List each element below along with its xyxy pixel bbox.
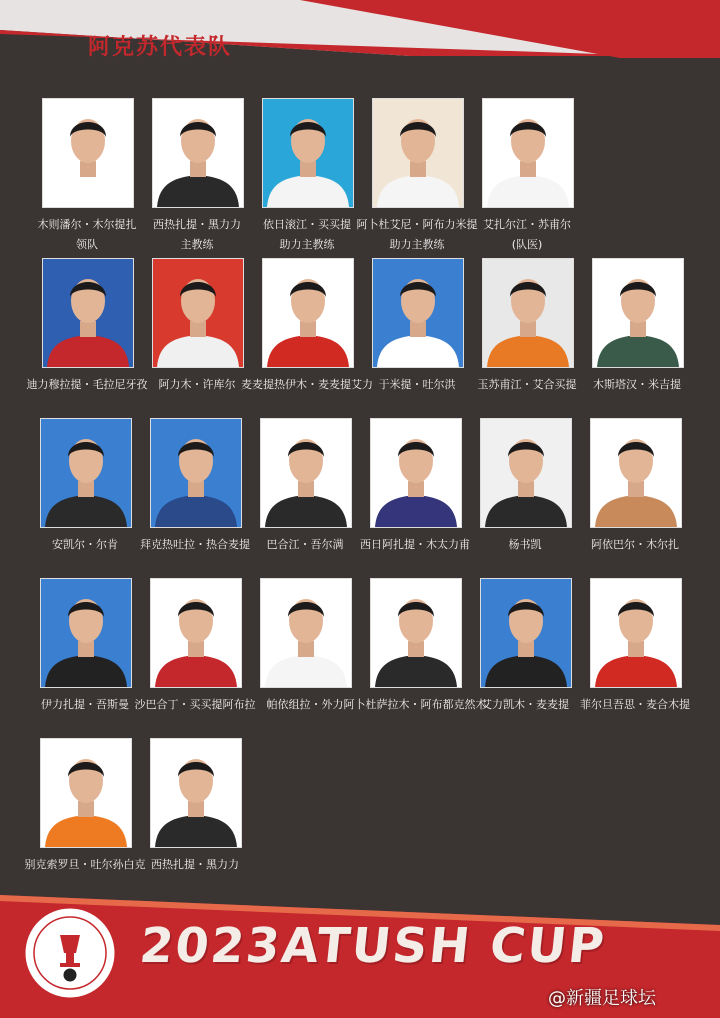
- portrait-icon: [371, 579, 461, 687]
- member-photo: [480, 418, 572, 528]
- portrait-icon: [151, 419, 241, 527]
- member-photo: [590, 418, 682, 528]
- member-name: 巴合江・吾尔满: [266, 538, 344, 551]
- portrait-icon: [261, 579, 351, 687]
- portrait-icon: [43, 259, 133, 367]
- member-name: 帕依组拉・外力: [266, 698, 344, 711]
- member-photo: [150, 738, 242, 848]
- member-photo: [370, 418, 462, 528]
- member-photo: [40, 738, 132, 848]
- portrait-icon: [153, 259, 243, 367]
- portrait-icon: [591, 579, 681, 687]
- member-name: 阿力木・许库尔: [158, 378, 236, 391]
- member-photo: [40, 578, 132, 688]
- member-role: (队医): [511, 238, 543, 251]
- member-role: 主教练: [180, 238, 214, 251]
- member-photo: [42, 258, 134, 368]
- member-photo: [152, 98, 244, 208]
- cup-title: 2023ATUSH CUP: [137, 918, 609, 974]
- member-name: 艾扎尔江・苏甫尔: [483, 218, 571, 231]
- member-photo: [372, 98, 464, 208]
- member-name: 迪力穆拉提・毛拉尼牙孜: [26, 378, 148, 391]
- member-name: 阿依巴尔・木尔扎: [591, 538, 679, 551]
- member-photo: [150, 418, 242, 528]
- member-photo: [480, 578, 572, 688]
- member-photo: [152, 258, 244, 368]
- member-name: 西热扎提・黑力力: [151, 858, 239, 871]
- member-name: 拜克热吐拉・热合麦提: [140, 538, 250, 551]
- portrait-icon: [483, 99, 573, 207]
- portrait-icon: [481, 419, 571, 527]
- member-name: 西日阿扎提・木太力甫: [360, 538, 470, 551]
- member-role: 领队: [76, 238, 98, 251]
- member-photo: [592, 258, 684, 368]
- member-role: 助力主教练: [389, 238, 445, 251]
- member-photo: [590, 578, 682, 688]
- portrait-icon: [483, 259, 573, 367]
- portrait-icon: [373, 99, 463, 207]
- portrait-icon: [151, 739, 241, 847]
- portrait-icon: [41, 579, 131, 687]
- portrait-icon: [591, 419, 681, 527]
- member-photo: [372, 258, 464, 368]
- member-role: 助力主教练: [279, 238, 335, 251]
- member-photo: [40, 418, 132, 528]
- member-name: 别克索罗旦・吐尔孙白克: [24, 858, 146, 871]
- portrait-icon: [373, 259, 463, 367]
- member-name: 依日滚江・买买提: [263, 218, 351, 231]
- portrait-icon: [263, 259, 353, 367]
- member-name: 西热扎提・黑力力: [153, 218, 241, 231]
- watermark: @新疆足球坛: [548, 988, 656, 1009]
- member-photo: [262, 98, 354, 208]
- member-name: 菲尔旦吾思・麦合木提: [580, 698, 690, 711]
- member-photo: [150, 578, 242, 688]
- member-photo: [370, 578, 462, 688]
- member-name: 沙巴合丁・买买提阿布拉: [134, 698, 256, 711]
- team-title: 阿克苏代表队: [88, 35, 233, 60]
- member-photo: [260, 578, 352, 688]
- member-name: 安凯尔・尔肯: [52, 538, 118, 551]
- portrait-icon: [151, 579, 241, 687]
- portrait-icon: [43, 99, 133, 207]
- member-photo: [42, 98, 134, 208]
- member-name: 阿卜杜萨拉木・阿布都克然木: [343, 698, 487, 711]
- cup-logo: [22, 905, 118, 1001]
- member-photo: [260, 418, 352, 528]
- member-name: 于米提・吐尔洪: [378, 378, 456, 391]
- portrait-icon: [41, 419, 131, 527]
- member-name: 艾力凯木・麦麦提: [481, 698, 569, 711]
- member-photo: [482, 98, 574, 208]
- portrait-icon: [261, 419, 351, 527]
- portrait-icon: [593, 259, 683, 367]
- member-name: 麦麦提热伊木・麦麦提艾力: [241, 378, 373, 391]
- member-name: 阿卜杜艾尼・阿布力米提: [356, 218, 478, 231]
- portrait-icon: [263, 99, 353, 207]
- member-photo: [262, 258, 354, 368]
- member-name: 玉苏甫江・艾合买提: [477, 378, 577, 391]
- member-photo: [482, 258, 574, 368]
- member-name: 伊力扎提・吾斯曼: [41, 698, 129, 711]
- portrait-icon: [153, 99, 243, 207]
- portrait-icon: [41, 739, 131, 847]
- member-name: 木则潘尔・木尔提扎: [37, 218, 137, 231]
- portrait-icon: [481, 579, 571, 687]
- member-name: 杨书凯: [508, 538, 542, 551]
- portrait-icon: [371, 419, 461, 527]
- member-name: 木斯塔汉・米吉提: [593, 378, 681, 391]
